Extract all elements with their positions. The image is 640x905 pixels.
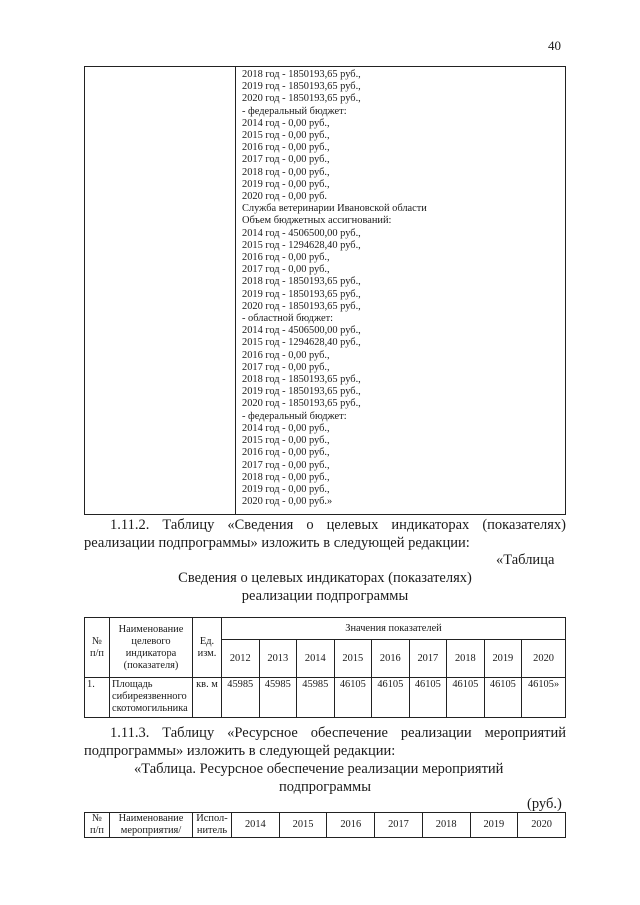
indicator-value: 46105 — [484, 678, 522, 718]
table1-title-line-1: Сведения о целевых индикаторах (показателях) — [178, 570, 472, 586]
row-number: 1. — [85, 678, 110, 718]
year-header: 2014 — [297, 640, 335, 678]
funding-line: 2015 год - 0,00 руб., — [242, 435, 330, 447]
funding-line: 2019 год - 1850193,65 руб., — [242, 81, 361, 93]
funding-line: Служба ветеринарии Ивановской области — [242, 203, 427, 215]
indicator-value: 45985 — [297, 678, 335, 718]
indicator-value: 46105 — [447, 678, 485, 718]
year-header: 2017 — [409, 640, 447, 678]
funding-line: 2018 год - 1850193,65 руб., — [242, 69, 361, 80]
funding-line: 2017 год - 0,00 руб., — [242, 361, 330, 373]
funding-line: 2016 год - 0,00 руб., — [242, 447, 330, 459]
resources-table — [84, 812, 566, 838]
year-header: 2013 — [259, 640, 297, 678]
funding-line: 2019 год - 1850193,65 руб., — [242, 386, 361, 398]
funding-line: - областной бюджет: — [242, 313, 334, 325]
year-header: 2018 — [447, 640, 485, 678]
indicator-value: 46105 — [372, 678, 410, 718]
indicator-value: 45985 — [259, 678, 297, 718]
header-number: № п/п — [85, 618, 110, 678]
paragraph-2-line-2: подпрограммы» изложить в следующей редакции: — [84, 743, 396, 759]
row-unit: кв. м — [193, 678, 222, 718]
funding-line: 2017 год - 0,00 руб., — [242, 264, 330, 276]
indicator-value: 45985 — [222, 678, 260, 718]
funding-line: 2020 год - 1850193,65 руб., — [242, 398, 361, 410]
funding-line: 2016 год - 0,00 руб., — [242, 142, 330, 154]
funding-line: 2016 год - 0,00 руб., — [242, 349, 330, 361]
header-indicator-name: Наименование целевого индикатора (показателя) — [110, 618, 193, 678]
indicator-value: 46105» — [522, 678, 566, 718]
funding-line: 2020 год - 0,00 руб.» — [242, 496, 333, 508]
funding-line: 2015 год - 1294628,40 руб., — [242, 239, 361, 251]
funding-line: 2015 год - 0,00 руб., — [242, 130, 330, 142]
indicators-table — [84, 617, 566, 718]
year-header: 2020 — [518, 813, 566, 838]
paragraph-2-line-1: 1.11.3. Таблицу «Ресурсное обеспечение реализации мероприятий — [110, 725, 566, 741]
funding-line: 2014 год - 4506500,00 руб., — [242, 325, 361, 337]
funding-line: 2015 год - 1294628,40 руб., — [242, 337, 361, 349]
continuation-table — [84, 66, 566, 515]
funding-line: 2018 год - 1850193,65 руб., — [242, 374, 361, 386]
indicator-value: 46105 — [409, 678, 447, 718]
year-header: 2015 — [334, 640, 372, 678]
funding-line: 2014 год - 4506500,00 руб., — [242, 227, 361, 239]
year-header: 2018 — [422, 813, 470, 838]
year-header: 2019 — [484, 640, 522, 678]
header-activity-name: Наименование мероприятия/ — [110, 813, 193, 838]
funding-line: 2020 год - 1850193,65 руб., — [242, 300, 361, 312]
funding-lines — [242, 69, 563, 508]
year-header: 2012 — [222, 640, 260, 678]
header-executor: Испол-нитель — [193, 813, 232, 838]
table2-title-line-1: «Таблица. Ресурсное обеспечение реализации мероприятий — [134, 761, 504, 777]
year-header: 2019 — [470, 813, 518, 838]
funding-line: 2018 год - 0,00 руб., — [242, 166, 330, 178]
header-values: Значения показателей — [222, 618, 566, 640]
page-number: 40 — [548, 38, 561, 53]
year-header: 2015 — [279, 813, 327, 838]
funding-line: - федеральный бюджет: — [242, 410, 347, 422]
funding-line: 2019 год - 0,00 руб., — [242, 483, 330, 495]
paragraph-1-line-1: 1.11.2. Таблицу «Сведения о целевых индикаторах (показателях) — [110, 517, 566, 533]
funding-line: 2020 год - 1850193,65 руб., — [242, 93, 361, 105]
funding-line: 2017 год - 0,00 руб., — [242, 459, 330, 471]
year-header: 2020 — [522, 640, 566, 678]
row-indicator-name: Площадь сибиреязвенного скотомогильника — [110, 678, 193, 718]
funding-line: 2018 год - 1850193,65 руб., — [242, 276, 361, 288]
indicator-value: 46105 — [334, 678, 372, 718]
funding-line: 2019 год - 0,00 руб., — [242, 178, 330, 190]
funding-line: 2017 год - 0,00 руб., — [242, 154, 330, 166]
header-unit: Ед. изм. — [193, 618, 222, 678]
year-header: 2016 — [327, 813, 375, 838]
funding-line: Объем бюджетных ассигнований: — [242, 215, 392, 227]
funding-line: - федеральный бюджет: — [242, 105, 347, 117]
header-number: № п/п — [85, 813, 110, 838]
funding-line: 2020 год - 0,00 руб. — [242, 191, 328, 203]
funding-line: 2014 год - 0,00 руб., — [242, 117, 330, 129]
funding-line: 2019 год - 1850193,65 руб., — [242, 288, 361, 300]
year-header: 2017 — [375, 813, 423, 838]
column-divider — [235, 67, 236, 514]
currency-unit: (руб.) — [527, 796, 562, 812]
year-header: 2014 — [232, 813, 280, 838]
funding-line: 2016 год - 0,00 руб., — [242, 252, 330, 264]
table1-title-line-2: реализации подпрограммы — [241, 588, 409, 604]
funding-line: 2014 год - 0,00 руб., — [242, 422, 330, 434]
funding-line: 2018 год - 0,00 руб., — [242, 471, 330, 483]
paragraph-1-line-2: реализации подпрограммы» изложить в следующей редакции: — [84, 535, 470, 551]
table2-title-line-2: подпрограммы — [279, 779, 371, 795]
year-header: 2016 — [372, 640, 410, 678]
table-mark: «Таблица — [496, 552, 555, 568]
